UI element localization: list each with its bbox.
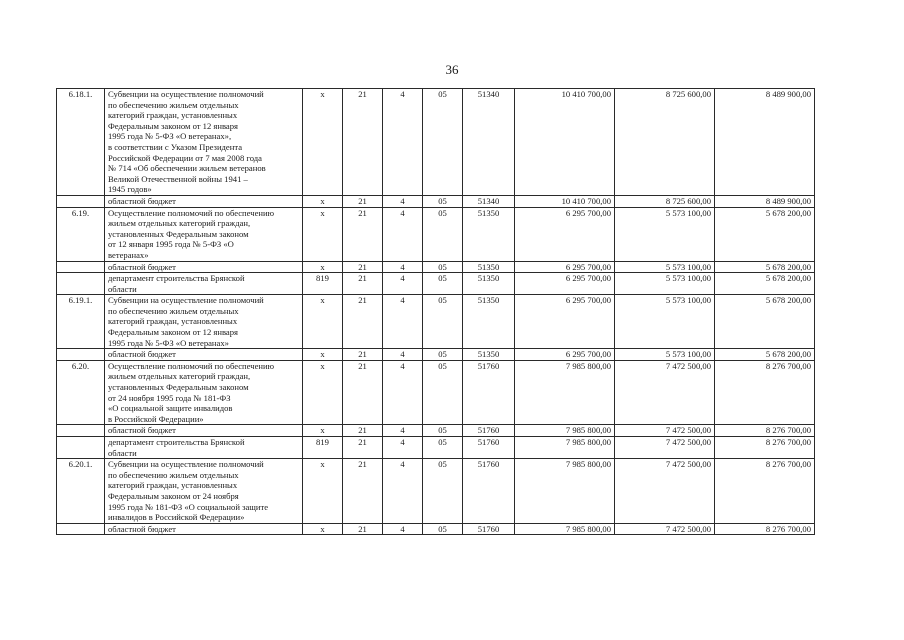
cell-amount-year-1: 6 295 700,00	[515, 261, 615, 273]
description-line: 1995 года № 5-ФЗ «О ветеранах»	[108, 337, 229, 348]
description-line: областной бюджет	[108, 523, 176, 534]
row-number: 6.18.1.	[57, 89, 105, 196]
table-row	[57, 425, 815, 437]
description-line: ветеранах»	[108, 249, 149, 260]
cell-ministry-code: x	[303, 89, 343, 196]
cell-program-code: 21	[343, 273, 383, 295]
table-row	[57, 273, 815, 295]
cell-ministry-code: x	[303, 261, 343, 273]
cell-amount-year-2: 5 573 100,00	[615, 261, 715, 273]
row-number	[57, 195, 105, 207]
cell-amount-year-2: 7 472 500,00	[615, 360, 715, 425]
description-line: жильем отдельных категорий граждан,	[108, 218, 251, 229]
cell-amount-year-3: 8 489 900,00	[715, 195, 815, 207]
cell-amount-year-3: 8 276 700,00	[715, 360, 815, 425]
cell-program-code: 21	[343, 261, 383, 273]
row-description	[105, 261, 303, 273]
cell-event-code: 05	[423, 425, 463, 437]
cell-amount-year-3: 8 489 900,00	[715, 89, 815, 196]
table-row	[57, 523, 815, 535]
row-description	[105, 425, 303, 437]
cell-event-code: 05	[423, 89, 463, 196]
description-line: категорий граждан, установленных	[108, 110, 238, 121]
description-line: жильем отдельных категорий граждан,	[108, 371, 251, 382]
cell-subprogram-code: 4	[383, 261, 423, 273]
cell-amount-year-2: 7 472 500,00	[615, 459, 715, 524]
row-description	[105, 349, 303, 361]
description-line: областной бюджет	[108, 425, 176, 436]
cell-subprogram-code: 4	[383, 195, 423, 207]
cell-amount-year-3: 5 678 200,00	[715, 349, 815, 361]
table-body	[57, 89, 815, 535]
row-number: 6.20.	[57, 360, 105, 425]
cell-ministry-code: x	[303, 459, 343, 524]
table-row	[57, 207, 815, 261]
cell-subprogram-code: 4	[383, 523, 423, 535]
cell-ministry-code: x	[303, 360, 343, 425]
description-line: от 12 января 1995 года № 5-ФЗ «О	[108, 239, 234, 250]
description-line: 1995 года № 181-ФЗ «О социальной защите	[108, 501, 269, 512]
cell-direction-code: 51350	[463, 349, 515, 361]
cell-amount-year-2: 5 573 100,00	[615, 295, 715, 349]
description-line: областной бюджет	[108, 195, 176, 206]
cell-direction-code: 51760	[463, 523, 515, 535]
row-description	[105, 360, 303, 425]
cell-direction-code: 51340	[463, 89, 515, 196]
row-number	[57, 437, 105, 459]
row-number	[57, 349, 105, 361]
cell-amount-year-1: 10 410 700,00	[515, 195, 615, 207]
description-line: областной бюджет	[108, 261, 176, 272]
cell-amount-year-1: 10 410 700,00	[515, 89, 615, 196]
description-line: категорий граждан, установленных	[108, 316, 238, 327]
row-number	[57, 425, 105, 437]
cell-amount-year-2: 8 725 600,00	[615, 89, 715, 196]
cell-event-code: 05	[423, 295, 463, 349]
cell-direction-code: 51350	[463, 295, 515, 349]
cell-subprogram-code: 4	[383, 273, 423, 295]
cell-subprogram-code: 4	[383, 349, 423, 361]
cell-amount-year-3: 5 678 200,00	[715, 261, 815, 273]
cell-amount-year-3: 8 276 700,00	[715, 425, 815, 437]
cell-amount-year-3: 8 276 700,00	[715, 459, 815, 524]
cell-amount-year-1: 7 985 800,00	[515, 437, 615, 459]
row-description	[105, 89, 303, 196]
description-line: области	[108, 447, 137, 458]
cell-ministry-code: x	[303, 425, 343, 437]
cell-direction-code: 51350	[463, 273, 515, 295]
description-line: в Российской Федерации»	[108, 413, 204, 424]
description-line: по обеспечению жильем отдельных	[108, 99, 239, 110]
description-line: инвалидов в Российской Федерации»	[108, 512, 245, 523]
description-line: № 714 «Об обеспечении жильем ветеранов	[108, 163, 266, 174]
description-line: Осуществление полномочий по обеспечению	[108, 207, 275, 218]
description-line: Федеральным законом от 12 января	[108, 327, 238, 338]
description-line: установленных Федеральным законом	[108, 228, 249, 239]
cell-event-code: 05	[423, 360, 463, 425]
row-number: 6.19.	[57, 207, 105, 261]
cell-direction-code: 51350	[463, 207, 515, 261]
cell-amount-year-1: 7 985 800,00	[515, 425, 615, 437]
cell-direction-code: 51340	[463, 195, 515, 207]
cell-subprogram-code: 4	[383, 295, 423, 349]
row-number	[57, 523, 105, 535]
cell-event-code: 05	[423, 523, 463, 535]
row-description	[105, 295, 303, 349]
description-line: Великой Отечественной войны 1941 –	[108, 173, 248, 184]
cell-direction-code: 51760	[463, 437, 515, 459]
cell-program-code: 21	[343, 523, 383, 535]
cell-amount-year-3: 8 276 700,00	[715, 523, 815, 535]
row-number: 6.20.1.	[57, 459, 105, 524]
table-row	[57, 261, 815, 273]
cell-amount-year-2: 5 573 100,00	[615, 207, 715, 261]
cell-program-code: 21	[343, 425, 383, 437]
row-description	[105, 195, 303, 207]
table-row	[57, 349, 815, 361]
cell-amount-year-1: 6 295 700,00	[515, 295, 615, 349]
description-line: по обеспечению жильем отдельных	[108, 305, 239, 316]
cell-subprogram-code: 4	[383, 437, 423, 459]
description-line: областной бюджет	[108, 349, 176, 360]
description-line: установленных Федеральным законом	[108, 382, 249, 393]
cell-subprogram-code: 4	[383, 459, 423, 524]
description-line: от 24 ноября 1995 года № 181-ФЗ	[108, 392, 231, 403]
cell-amount-year-2: 7 472 500,00	[615, 523, 715, 535]
description-line: 1995 года № 5-ФЗ «О ветеранах»,	[108, 131, 232, 142]
table-row	[57, 360, 815, 425]
cell-amount-year-1: 6 295 700,00	[515, 273, 615, 295]
cell-program-code: 21	[343, 360, 383, 425]
cell-amount-year-3: 5 678 200,00	[715, 207, 815, 261]
table-row	[57, 437, 815, 459]
description-line: Осуществление полномочий по обеспечению	[108, 360, 275, 371]
row-description	[105, 437, 303, 459]
cell-program-code: 21	[343, 349, 383, 361]
cell-subprogram-code: 4	[383, 89, 423, 196]
row-number: 6.19.1.	[57, 295, 105, 349]
row-description	[105, 273, 303, 295]
cell-ministry-code: 819	[303, 273, 343, 295]
description-line: департамент строительства Брянской	[108, 273, 245, 284]
description-line: департамент строительства Брянской	[108, 437, 245, 447]
cell-direction-code: 51350	[463, 261, 515, 273]
cell-ministry-code: 819	[303, 437, 343, 459]
description-line: Федеральным законом от 12 января	[108, 120, 238, 131]
table-row	[57, 89, 815, 196]
description-line: Российской Федерации от 7 мая 2008 года	[108, 152, 262, 163]
cell-event-code: 05	[423, 195, 463, 207]
cell-amount-year-2: 8 725 600,00	[615, 195, 715, 207]
row-description	[105, 523, 303, 535]
cell-program-code: 21	[343, 89, 383, 196]
cell-amount-year-2: 5 573 100,00	[615, 273, 715, 295]
description-line: Субвенции на осуществление полномочий	[108, 459, 264, 470]
cell-amount-year-2: 5 573 100,00	[615, 349, 715, 361]
cell-ministry-code: x	[303, 195, 343, 207]
cell-amount-year-1: 7 985 800,00	[515, 360, 615, 425]
cell-amount-year-2: 7 472 500,00	[615, 425, 715, 437]
cell-amount-year-1: 6 295 700,00	[515, 349, 615, 361]
description-line: Федеральным законом от 24 ноября	[108, 490, 239, 501]
cell-event-code: 05	[423, 459, 463, 524]
cell-program-code: 21	[343, 295, 383, 349]
description-line: в соответствии с Указом Президента	[108, 141, 243, 152]
description-line: «О социальной защите инвалидов	[108, 403, 233, 414]
row-number	[57, 261, 105, 273]
cell-subprogram-code: 4	[383, 425, 423, 437]
cell-event-code: 05	[423, 273, 463, 295]
row-description	[105, 459, 303, 524]
cell-program-code: 21	[343, 437, 383, 459]
table-row	[57, 295, 815, 349]
cell-event-code: 05	[423, 349, 463, 361]
cell-ministry-code: x	[303, 349, 343, 361]
cell-amount-year-3: 8 276 700,00	[715, 437, 815, 459]
description-line: Субвенции на осуществление полномочий	[108, 89, 264, 99]
budget-table	[56, 88, 815, 535]
cell-amount-year-1: 7 985 800,00	[515, 523, 615, 535]
cell-ministry-code: x	[303, 207, 343, 261]
cell-subprogram-code: 4	[383, 207, 423, 261]
cell-amount-year-3: 5 678 200,00	[715, 273, 815, 295]
description-line: по обеспечению жильем отдельных	[108, 469, 239, 480]
cell-program-code: 21	[343, 459, 383, 524]
description-line: 1945 годов»	[108, 184, 152, 195]
row-number	[57, 273, 105, 295]
description-line: Субвенции на осуществление полномочий	[108, 295, 264, 306]
cell-program-code: 21	[343, 195, 383, 207]
cell-amount-year-1: 6 295 700,00	[515, 207, 615, 261]
page-number: 36	[445, 62, 459, 77]
row-description	[105, 207, 303, 261]
cell-direction-code: 51760	[463, 425, 515, 437]
cell-direction-code: 51760	[463, 360, 515, 425]
cell-subprogram-code: 4	[383, 360, 423, 425]
cell-event-code: 05	[423, 261, 463, 273]
cell-ministry-code: x	[303, 523, 343, 535]
description-line: области	[108, 283, 137, 294]
description-line: категорий граждан, установленных	[108, 480, 238, 491]
cell-event-code: 05	[423, 437, 463, 459]
cell-ministry-code: x	[303, 295, 343, 349]
cell-amount-year-1: 7 985 800,00	[515, 459, 615, 524]
cell-amount-year-2: 7 472 500,00	[615, 437, 715, 459]
cell-program-code: 21	[343, 207, 383, 261]
cell-event-code: 05	[423, 207, 463, 261]
table-row	[57, 195, 815, 207]
cell-amount-year-3: 5 678 200,00	[715, 295, 815, 349]
cell-direction-code: 51760	[463, 459, 515, 524]
table-row	[57, 459, 815, 524]
